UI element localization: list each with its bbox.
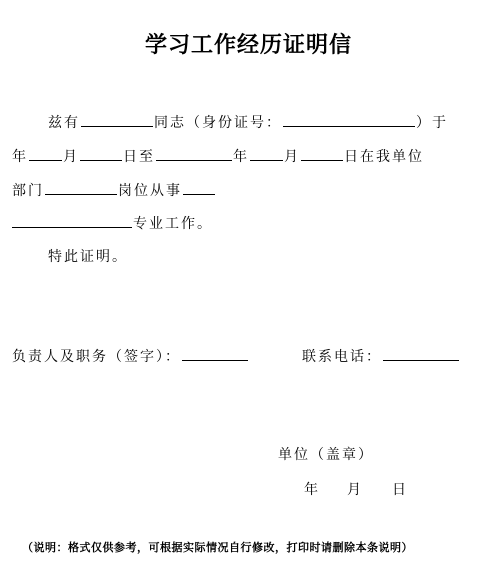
date-month: 月 [347, 482, 363, 498]
paragraph-line-2 [12, 146, 424, 166]
end-day-blank[interactable] [301, 146, 343, 161]
paragraph-line-4 [12, 213, 213, 233]
phone-line [302, 346, 460, 366]
unit-seal-label: 单位（盖章） [278, 447, 374, 463]
text-day-to: 日至 [123, 149, 155, 165]
signer-label: 负责人及职务（签字）： [12, 349, 181, 365]
certify-text: 特此证明。 [48, 249, 128, 265]
signer-line [12, 346, 249, 366]
name-blank[interactable] [81, 112, 153, 127]
start-month-blank[interactable] [29, 146, 62, 161]
phone-label: 联系电话： [302, 349, 382, 365]
paragraph-line-3 [12, 180, 216, 200]
text-post: 岗位从事 [118, 183, 182, 199]
text-id-close: ）于 [416, 115, 448, 131]
end-month-blank[interactable] [250, 146, 283, 161]
instruction-note: （说明：格式仅供参考，可根据实际情况自行修改，打印时请删除本条说明） [22, 541, 413, 554]
text-month: 月 [63, 149, 79, 165]
specialty-blank[interactable] [12, 213, 132, 228]
text-work: 专业工作。 [133, 216, 213, 232]
date-year: 年 [304, 482, 320, 498]
paragraph-line-1 [48, 112, 448, 132]
text-prefix: 兹有 [48, 115, 80, 131]
text-month-2: 月 [284, 149, 300, 165]
end-year-blank[interactable] [156, 146, 232, 161]
department-blank[interactable] [45, 180, 117, 195]
start-day-blank[interactable] [80, 146, 122, 161]
text-comrade: 同志 [154, 115, 186, 131]
text-id-open: （身份证号： [186, 115, 282, 131]
date-day: 日 [392, 482, 408, 498]
text-year-2: 年 [233, 149, 249, 165]
text-year: 年 [12, 149, 28, 165]
text-dept: 部门 [12, 183, 44, 199]
document-title: 学习工作经历证明信 [144, 32, 352, 58]
text-at-unit: 日在我单位 [344, 149, 424, 165]
position-blank[interactable] [183, 180, 215, 195]
signer-blank[interactable] [182, 346, 248, 361]
phone-blank[interactable] [383, 346, 459, 361]
id-number-blank[interactable] [283, 112, 415, 127]
